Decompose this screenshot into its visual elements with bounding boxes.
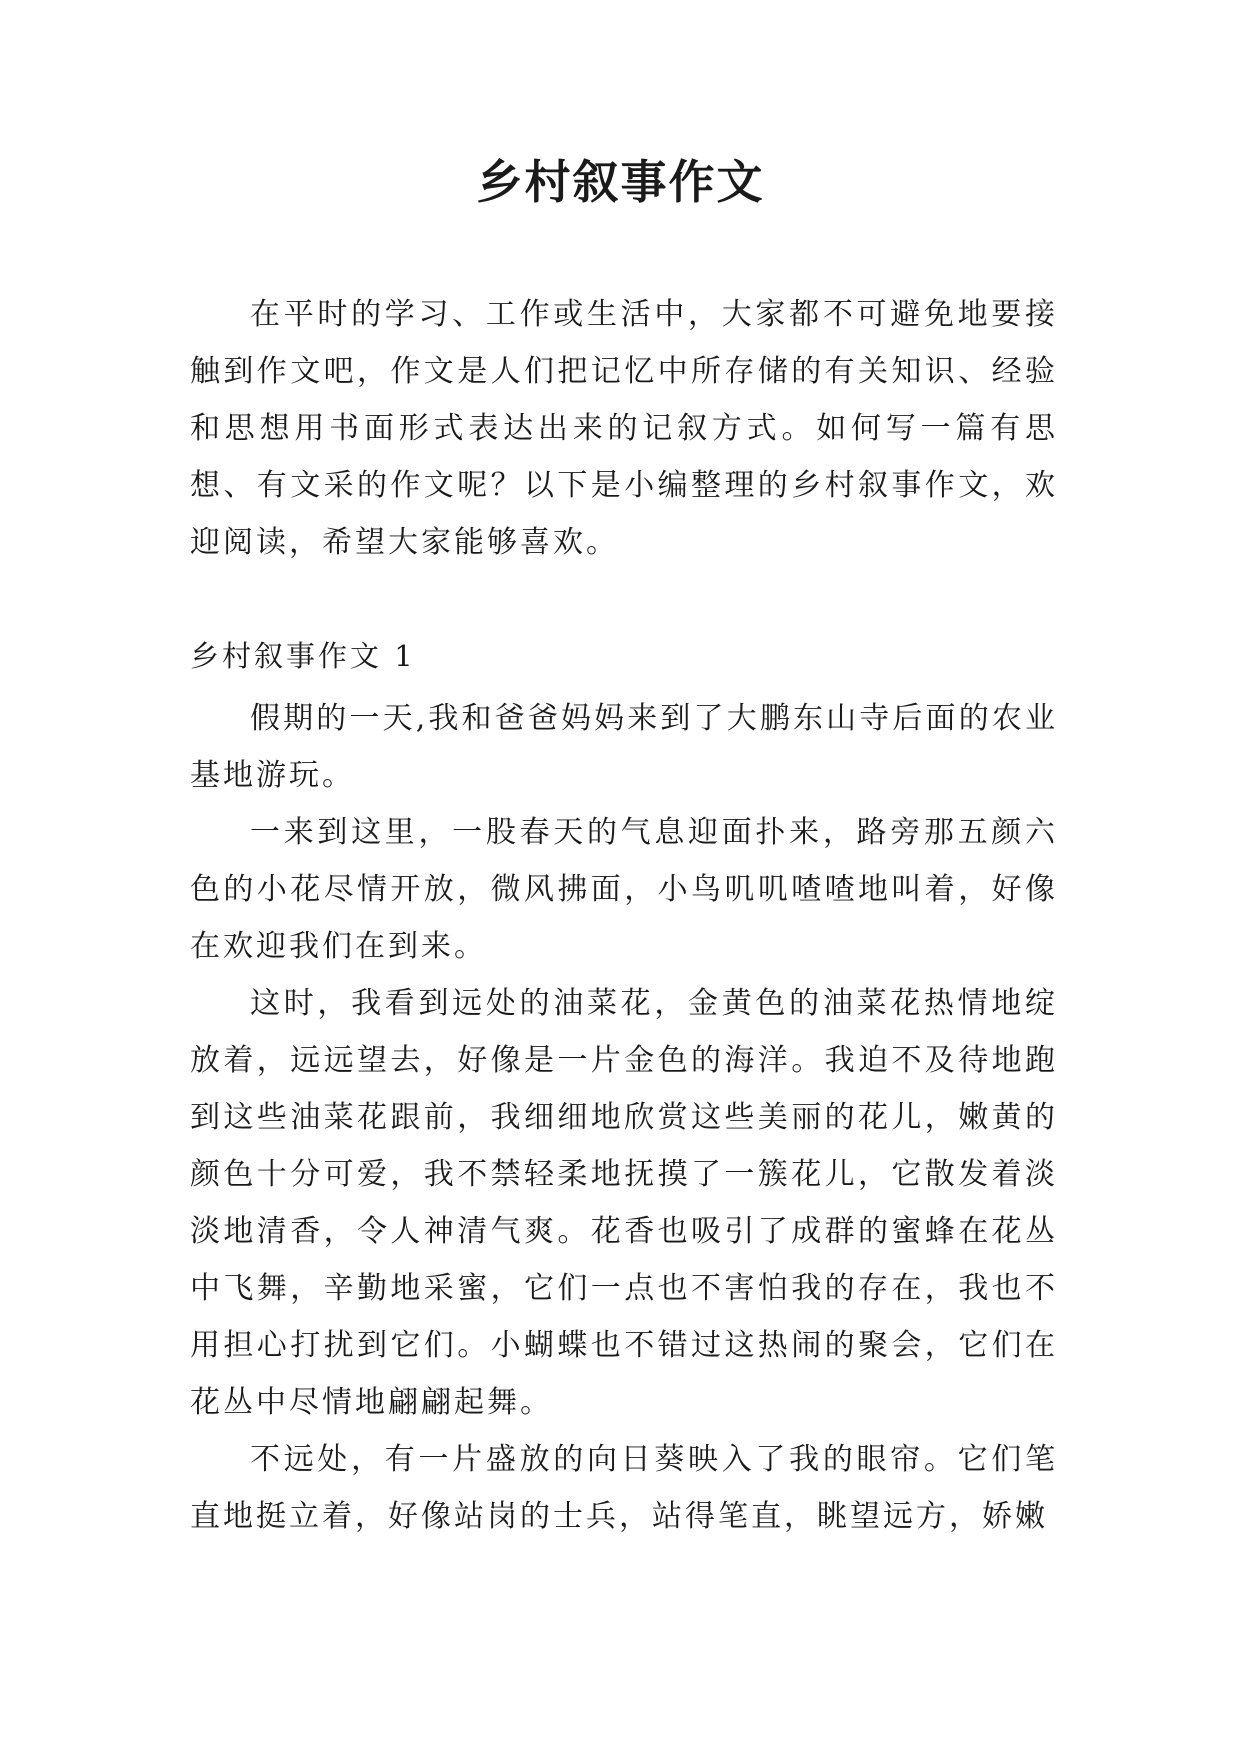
document-body bbox=[190, 286, 1058, 1545]
intro-paragraph: 在平时的学习、工作或生活中，大家都不可避免地要接触到作文吧，作文是人们把记忆中所存储的有关知识、经验和思想用书面形式表达出来的记叙方式。如何写一篇有思想、有文采的作文呢？以下是小编整理的乡村叙事作文，欢迎阅读，希望大家能够喜欢。 bbox=[190, 297, 1058, 560]
body-paragraph-1: 假期的一天,我和爸爸妈妈来到了大鹏东山寺后面的农业基地游玩。 bbox=[190, 701, 1058, 793]
body-paragraph-2: 一来到这里，一股春天的气息迎面扑来，路旁那五颜六色的小花尽情开放，微风拂面，小鸟叽叽喳喳地叫着，好像在欢迎我们在到来。 bbox=[190, 815, 1058, 964]
body-paragraph-4: 不远处，有一片盛放的向日葵映入了我的眼帘。它们笔直地挺立着，好像站岗的士兵，站得笔直，眺望远方，娇嫩 bbox=[190, 1442, 1058, 1534]
document-title: 乡村叙事作文 bbox=[476, 155, 765, 209]
body-paragraph-3: 这时，我看到远处的油菜花，金黄色的油菜花热情地绽放着，远远望去，好像是一片金色的海洋。我迫不及待地跑到这些油菜花跟前，我细细地欣赏这些美丽的花儿，嫩黄的颜色十分可爱，我不禁轻柔地抚摸了一簇花儿，它散发着淡淡地清香，令人神清气爽。花香也吸引了成群的蜜蜂在花丛中飞舞，辛勤地采蜜，它们一点也不害怕我的存在，我也不用担心打扰到它们。小蝴蝶也不错过这热闹的聚会，它们在花丛中尽情地翩翩起舞。 bbox=[190, 986, 1058, 1420]
section-heading: 乡村叙事作文 1 bbox=[190, 639, 416, 673]
